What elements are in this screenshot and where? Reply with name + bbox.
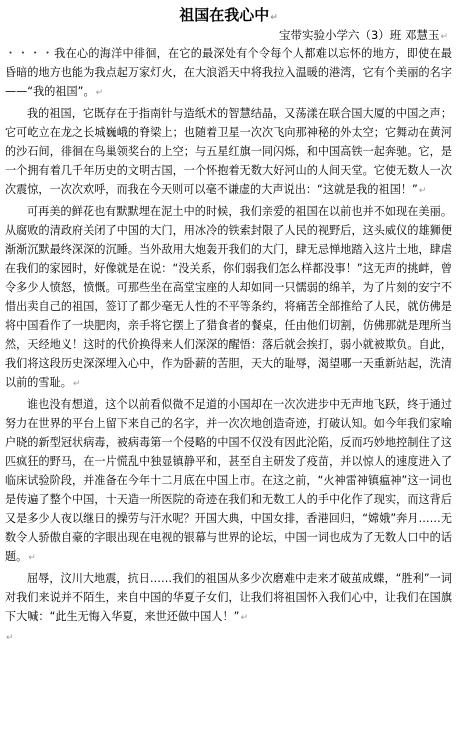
title-text: 祖国在我心中 (179, 6, 270, 24)
paragraph-text: 屈辱，汶川大地震，抗日……我们的祖国从多少次磨难中走来才破茧成蝶，“胜利”一词对我们来说并不陌生，来自中国的华夏子女们，让我们将祖国怀入我们心中，让我们在国旗下大喊：“此生无悔入华夏，来世还做中国人！” (5, 572, 452, 623)
paragraph-text: 我在心的海洋中徘徊，在它的最深处有个令每个人都难以忘怀的地方，即使在最昏暗的地方也能为我点起万家灯火，在大浪滔天中将我拉入温暖的港湾，它有个美丽的名字——“我的祖国”。 (5, 47, 452, 98)
paragraph-4 (5, 395, 452, 568)
author-byline (5, 26, 452, 44)
paragraph-mark-icon: ↵ (418, 186, 427, 196)
paragraph-3 (5, 202, 452, 394)
leader-dots: ・・・・ (5, 47, 55, 60)
paragraph-mark-icon: ↵ (28, 553, 36, 563)
paragraph-mark-icon: ↵ (72, 379, 81, 389)
paragraph-mark-icon: ↵ (6, 633, 14, 643)
essay-title (5, 4, 452, 26)
paragraph-text: 可再美的鲜花也有默默埋在泥土中的时候，我们亲爱的祖国在以前也并不如现在美丽。从腐败的清政府关闭了中国的大门，用冰冷的铁索封限了人民的视野后，这头威仪的雄狮便渐渐沉默最终深深的沉睡。当外敌用大炮轰开我们的大门，肆无忌惮地踏入这片土地，肆虐在我们的家园时，好像就是在说：“没关系，你们弱我们怎么样都没事！”这无声的挑衅，曾令多少人愤怒，愤慨。可那些坐在高堂宝座的人却如同一只懦弱的绵羊，为了片刻的安宁不惜出卖自己的祖国，签订了都少毫无人性的不平等条约，将痛苦全部推给了人民，就仿佛是将中国看作了一块肥肉，亲手将它摆上了猎食者的餐桌，任由他们切割，仿佛那就是理所当然，天经地义！这时的代价换得来人们深深的醒悟：落后就会挨打，弱小就被欺负。自此，我们将这段历史深深埋入心中，作为卧薪的苦胆，天大的耻辱，渴望哪一天重新站起，洗清以前的雪耻。 (5, 205, 452, 389)
paragraph-mark-icon: ↵ (95, 88, 104, 98)
paragraph-mark-icon: ↵ (440, 32, 448, 42)
paragraph-2 (5, 104, 452, 201)
paragraph-mark-icon: ↵ (240, 613, 249, 623)
paragraph-text: 我的祖国，它既存在于指南针与造纸术的智慧结晶，又荡漾在联合国大厦的中国之声；它可屹立在龙之长城巍峨的脊梁上；也随着卫星一次次飞向那神秘的外太空；它舞动在黄河的沙石间，徘徊在鸟巢领奖台的上空；与五星红旗一同闪烁，和中国高铁一起奔驰。它，是一个拥有着几千年历史的文明古国，一个怀抱着无数大好河山的人间天堂。它使无数人一次次震惊，一次次欢呼，而我在今天则可以毫不谦虚的大声说出：“这就是我的祖国！” (5, 107, 452, 196)
paragraph-mark-icon: ↵ (270, 13, 278, 23)
paragraph-1 (5, 44, 452, 103)
paragraph-5 (5, 569, 452, 628)
author-text: 宝带实验小学六（3）班 邓慧玉 (278, 28, 440, 42)
paragraph-text: 谁也没有想道，这个以前看似微不足道的小国却在一次次进步中无声地飞跃，终于通过努力在世界的平台上留下来自己的名字，并一次次地创造奇迹，打破认知。如今年我们家喻户晓的新型冠状病毒，被病毒第一个侵略的中国不仅没有因此沦陷，反而巧妙地控制住了这匹疯狂的野马，在一片慌乱中独显镇静平和，甚至自主研发了疫苗，并以惊人的速度进入了临床试验阶段，并准备在今年十二月底在中国上市。在这之前，“火神雷神镇瘟神”这一词也是传遍了整个中国，十天造一所医院的奇迹在我们和无数工人的手中化作了现实，而这背后又是多少人夜以继日的操劳与汗水呢？开国大典，中国女排，香港回归，“嫦娥”奔月……无数令人骄傲自豪的字眼出现在电视的银幕与世界的论坛，中国一词也成为了无数人口中的话题。 (5, 398, 452, 563)
trailing-empty-line[interactable] (5, 629, 452, 645)
